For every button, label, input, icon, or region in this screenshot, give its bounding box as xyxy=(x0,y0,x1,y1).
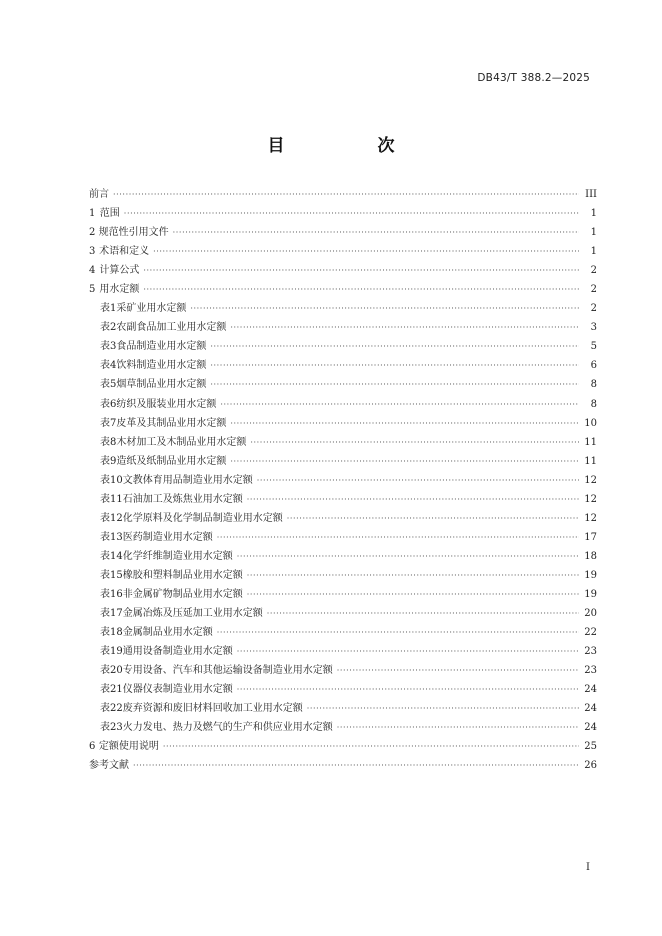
toc-entry[interactable] xyxy=(89,680,597,699)
toc-leader-dots xyxy=(230,452,579,471)
toc-leader-dots xyxy=(247,585,579,604)
toc-leader-dots xyxy=(133,756,579,775)
toc-entry-label: 定额使用说明 xyxy=(98,741,159,753)
toc-entry-label: 木材加工及木制品业用水定额 xyxy=(116,436,247,448)
toc-entry-label: 通用设备制造业用水定额 xyxy=(122,646,233,658)
toc-entry-number: 表15 xyxy=(100,569,123,581)
toc-entry-page: 23 xyxy=(584,646,597,658)
toc-entry[interactable] xyxy=(89,242,597,261)
toc-entry-label: 废弃资源和废旧材料回收加工业用水定额 xyxy=(122,703,303,715)
toc-leader-dots xyxy=(210,375,579,394)
toc-entry-page: 20 xyxy=(584,608,597,620)
toc-entry-number: 表12 xyxy=(100,512,123,524)
toc-entry-label: 化学原料及化学制品制造业用水定额 xyxy=(122,512,283,524)
toc-entry-label: 化学纤维制造业用水定额 xyxy=(122,550,233,562)
toc-entry-number: 3 xyxy=(89,246,96,258)
toc-leader-dots xyxy=(267,604,579,623)
toc-entry[interactable] xyxy=(89,490,597,509)
toc-entry-number: 表23 xyxy=(100,722,123,734)
toc-entry-page: 8 xyxy=(590,379,597,391)
toc-entry-label: 术语和定义 xyxy=(99,246,150,258)
toc-entry[interactable] xyxy=(89,452,597,471)
toc-leader-dots xyxy=(287,509,579,528)
toc-entry-number: 表21 xyxy=(100,684,123,696)
toc-entry[interactable] xyxy=(89,566,597,585)
toc-entry-label: 参考文献 xyxy=(89,760,129,772)
toc-entry[interactable] xyxy=(89,337,597,356)
toc-entry[interactable] xyxy=(89,299,597,318)
toc-leader-dots xyxy=(163,737,579,756)
document-code: DB43/T 388.2—2025 xyxy=(477,72,590,84)
toc-entry-number: 表7 xyxy=(100,417,117,429)
toc-entry-number: 表19 xyxy=(100,646,123,658)
toc-leader-dots xyxy=(247,490,579,509)
toc-entry-label: 农副食品加工业用水定额 xyxy=(116,322,227,334)
toc-entry-number: 5 xyxy=(89,284,96,296)
toc-entry-label: 范围 xyxy=(99,208,120,220)
toc-entry[interactable] xyxy=(89,623,597,642)
toc-entry-label: 石油加工及炼焦业用水定额 xyxy=(122,493,243,505)
toc-entry-number: 表5 xyxy=(100,379,117,391)
toc-entry-page: 24 xyxy=(584,722,597,734)
toc-entry-page: 1 xyxy=(590,246,597,258)
toc-entry-label: 烟草制品业用水定额 xyxy=(116,379,207,391)
toc-entry-page: 11 xyxy=(584,436,597,448)
toc-entry-page: 12 xyxy=(584,493,597,505)
toc-leader-dots xyxy=(190,299,579,318)
toc-leader-dots xyxy=(230,414,579,433)
toc-entry-number: 2 xyxy=(89,227,96,239)
toc-entry-page: 22 xyxy=(584,627,597,639)
toc-entry-number: 4 xyxy=(89,265,96,277)
toc-entry-page: 26 xyxy=(584,760,597,772)
toc-entry-page: 24 xyxy=(584,684,597,696)
toc-leader-dots xyxy=(337,661,579,680)
toc-entry-label: 医药制造业用水定额 xyxy=(122,531,213,543)
toc-entry-page: 24 xyxy=(584,703,597,715)
toc-entry-page: 2 xyxy=(590,284,597,296)
toc-leader-dots xyxy=(307,699,579,718)
toc-entry[interactable] xyxy=(89,204,597,223)
toc-entry-page: 17 xyxy=(584,531,597,543)
toc-entry-label: 前言 xyxy=(89,189,109,200)
toc-entry-label: 规范性引用文件 xyxy=(98,227,169,239)
toc-leader-dots xyxy=(250,433,579,452)
toc-entry-page: 2 xyxy=(590,265,597,277)
toc-entry[interactable] xyxy=(89,604,597,623)
toc-entry-number: 表6 xyxy=(100,398,117,410)
toc-entry-number: 表22 xyxy=(100,703,123,715)
toc-entry[interactable] xyxy=(89,375,597,394)
toc-entry-page: 18 xyxy=(584,550,597,562)
toc-entry-number: 表20 xyxy=(100,665,123,677)
toc-entry[interactable] xyxy=(89,585,597,604)
toc-leader-dots xyxy=(124,204,579,223)
toc-entry[interactable] xyxy=(89,185,597,204)
toc-entry[interactable] xyxy=(89,471,597,490)
toc-leader-dots xyxy=(220,395,579,414)
toc-entry-number: 表13 xyxy=(100,531,123,543)
toc-entry[interactable] xyxy=(89,642,597,661)
toc-entry-label: 橡胶和塑料制品业用水定额 xyxy=(122,569,243,581)
toc-entry-label: 金属制品业用水定额 xyxy=(122,627,213,639)
page-title: 目 次 xyxy=(267,136,433,156)
toc-entry-label: 食品制造业用水定额 xyxy=(116,341,207,353)
toc-entry-number: 表2 xyxy=(100,322,117,334)
toc-entry-label: 非金属矿物制品业用水定额 xyxy=(122,588,243,600)
toc-entry-number: 表10 xyxy=(100,474,123,486)
toc-entry[interactable] xyxy=(89,528,597,547)
toc-entry-number: 6 xyxy=(89,741,96,753)
toc-leader-dots xyxy=(237,642,579,661)
toc-entry[interactable] xyxy=(89,718,597,737)
toc-entry-page: 19 xyxy=(584,588,597,600)
toc-leader-dots xyxy=(237,547,579,566)
toc-entry-number: 表17 xyxy=(100,608,123,620)
toc-entry[interactable] xyxy=(89,699,597,718)
toc-leader-dots xyxy=(153,242,579,261)
toc-entry[interactable] xyxy=(89,756,597,775)
toc-entry-label: 计算公式 xyxy=(99,265,140,277)
toc-entry-number: 表9 xyxy=(100,455,117,467)
toc-entry-number: 表18 xyxy=(100,627,123,639)
toc-entry[interactable] xyxy=(89,661,597,680)
toc-entry-label: 火力发电、热力及燃气的生产和供应业用水定额 xyxy=(122,722,333,734)
toc-leader-dots xyxy=(113,185,579,204)
toc-entry-number: 表16 xyxy=(100,588,123,600)
toc-entry-number: 表8 xyxy=(100,436,117,448)
toc-entry-page: 11 xyxy=(584,455,597,467)
toc-entry[interactable] xyxy=(89,280,597,299)
toc-entry[interactable] xyxy=(89,223,597,242)
toc-entry-page: 23 xyxy=(584,665,597,677)
toc-entry[interactable] xyxy=(89,395,597,414)
toc-entry-number: 表14 xyxy=(100,550,123,562)
toc-leader-dots xyxy=(230,318,579,337)
toc-entry-page: 19 xyxy=(584,569,597,581)
toc-entry-number: 表4 xyxy=(100,360,117,372)
toc-entry[interactable] xyxy=(89,414,597,433)
toc-leader-dots xyxy=(237,680,579,699)
toc-entry-label: 皮革及其制品业用水定额 xyxy=(116,417,227,429)
toc-leader-dots xyxy=(143,280,579,299)
toc-leader-dots xyxy=(210,356,579,375)
toc-entry-label: 饮料制造业用水定额 xyxy=(116,360,207,372)
toc-entry-label: 纺织及服装业用水定额 xyxy=(116,398,217,410)
toc-entry[interactable] xyxy=(89,318,597,337)
toc-entry-label: 用水定额 xyxy=(99,284,140,296)
toc-entry-page: 25 xyxy=(584,741,597,753)
toc-entry-page: 8 xyxy=(590,398,597,410)
toc-leader-dots xyxy=(337,718,579,737)
table-of-contents xyxy=(89,185,597,775)
toc-entry-label: 金属冶炼及压延加工业用水定额 xyxy=(122,608,263,620)
toc-leader-dots xyxy=(257,471,579,490)
toc-entry[interactable] xyxy=(89,509,597,528)
toc-entry-page: 12 xyxy=(584,474,597,486)
toc-entry-page: 1 xyxy=(590,227,597,239)
toc-entry-page: 6 xyxy=(590,360,597,372)
toc-entry-page: 2 xyxy=(590,303,597,315)
toc-entry-label: 专用设备、汽车和其他运输设备制造业用水定额 xyxy=(122,665,333,677)
toc-entry[interactable] xyxy=(89,547,597,566)
toc-entry-number: 1 xyxy=(89,208,96,220)
toc-leader-dots xyxy=(173,223,579,242)
toc-entry-page: III xyxy=(585,189,597,200)
toc-leader-dots xyxy=(210,337,579,356)
page-number: I xyxy=(586,862,590,873)
toc-entry-page: 5 xyxy=(590,341,597,353)
toc-entry-number: 表1 xyxy=(100,303,117,315)
toc-entry-page: 12 xyxy=(584,512,597,524)
toc-entry-page: 3 xyxy=(590,322,597,334)
toc-leader-dots xyxy=(217,528,579,547)
toc-entry-label: 采矿业用水定额 xyxy=(116,303,187,315)
toc-entry-label: 文教体育用品制造业用水定额 xyxy=(122,474,253,486)
toc-entry-page: 10 xyxy=(584,417,597,429)
toc-entry-number: 表11 xyxy=(100,493,123,505)
toc-leader-dots xyxy=(217,623,579,642)
toc-entry[interactable] xyxy=(89,737,597,756)
toc-leader-dots xyxy=(247,566,579,585)
toc-entry-label: 仪器仪表制造业用水定额 xyxy=(122,684,233,696)
toc-entry[interactable] xyxy=(89,356,597,375)
toc-entry-label: 造纸及纸制品业用水定额 xyxy=(116,455,227,467)
toc-entry-page: 1 xyxy=(590,208,597,220)
toc-entry[interactable] xyxy=(89,433,597,452)
toc-leader-dots xyxy=(143,261,579,280)
toc-entry[interactable] xyxy=(89,261,597,280)
toc-entry-number: 表3 xyxy=(100,341,117,353)
